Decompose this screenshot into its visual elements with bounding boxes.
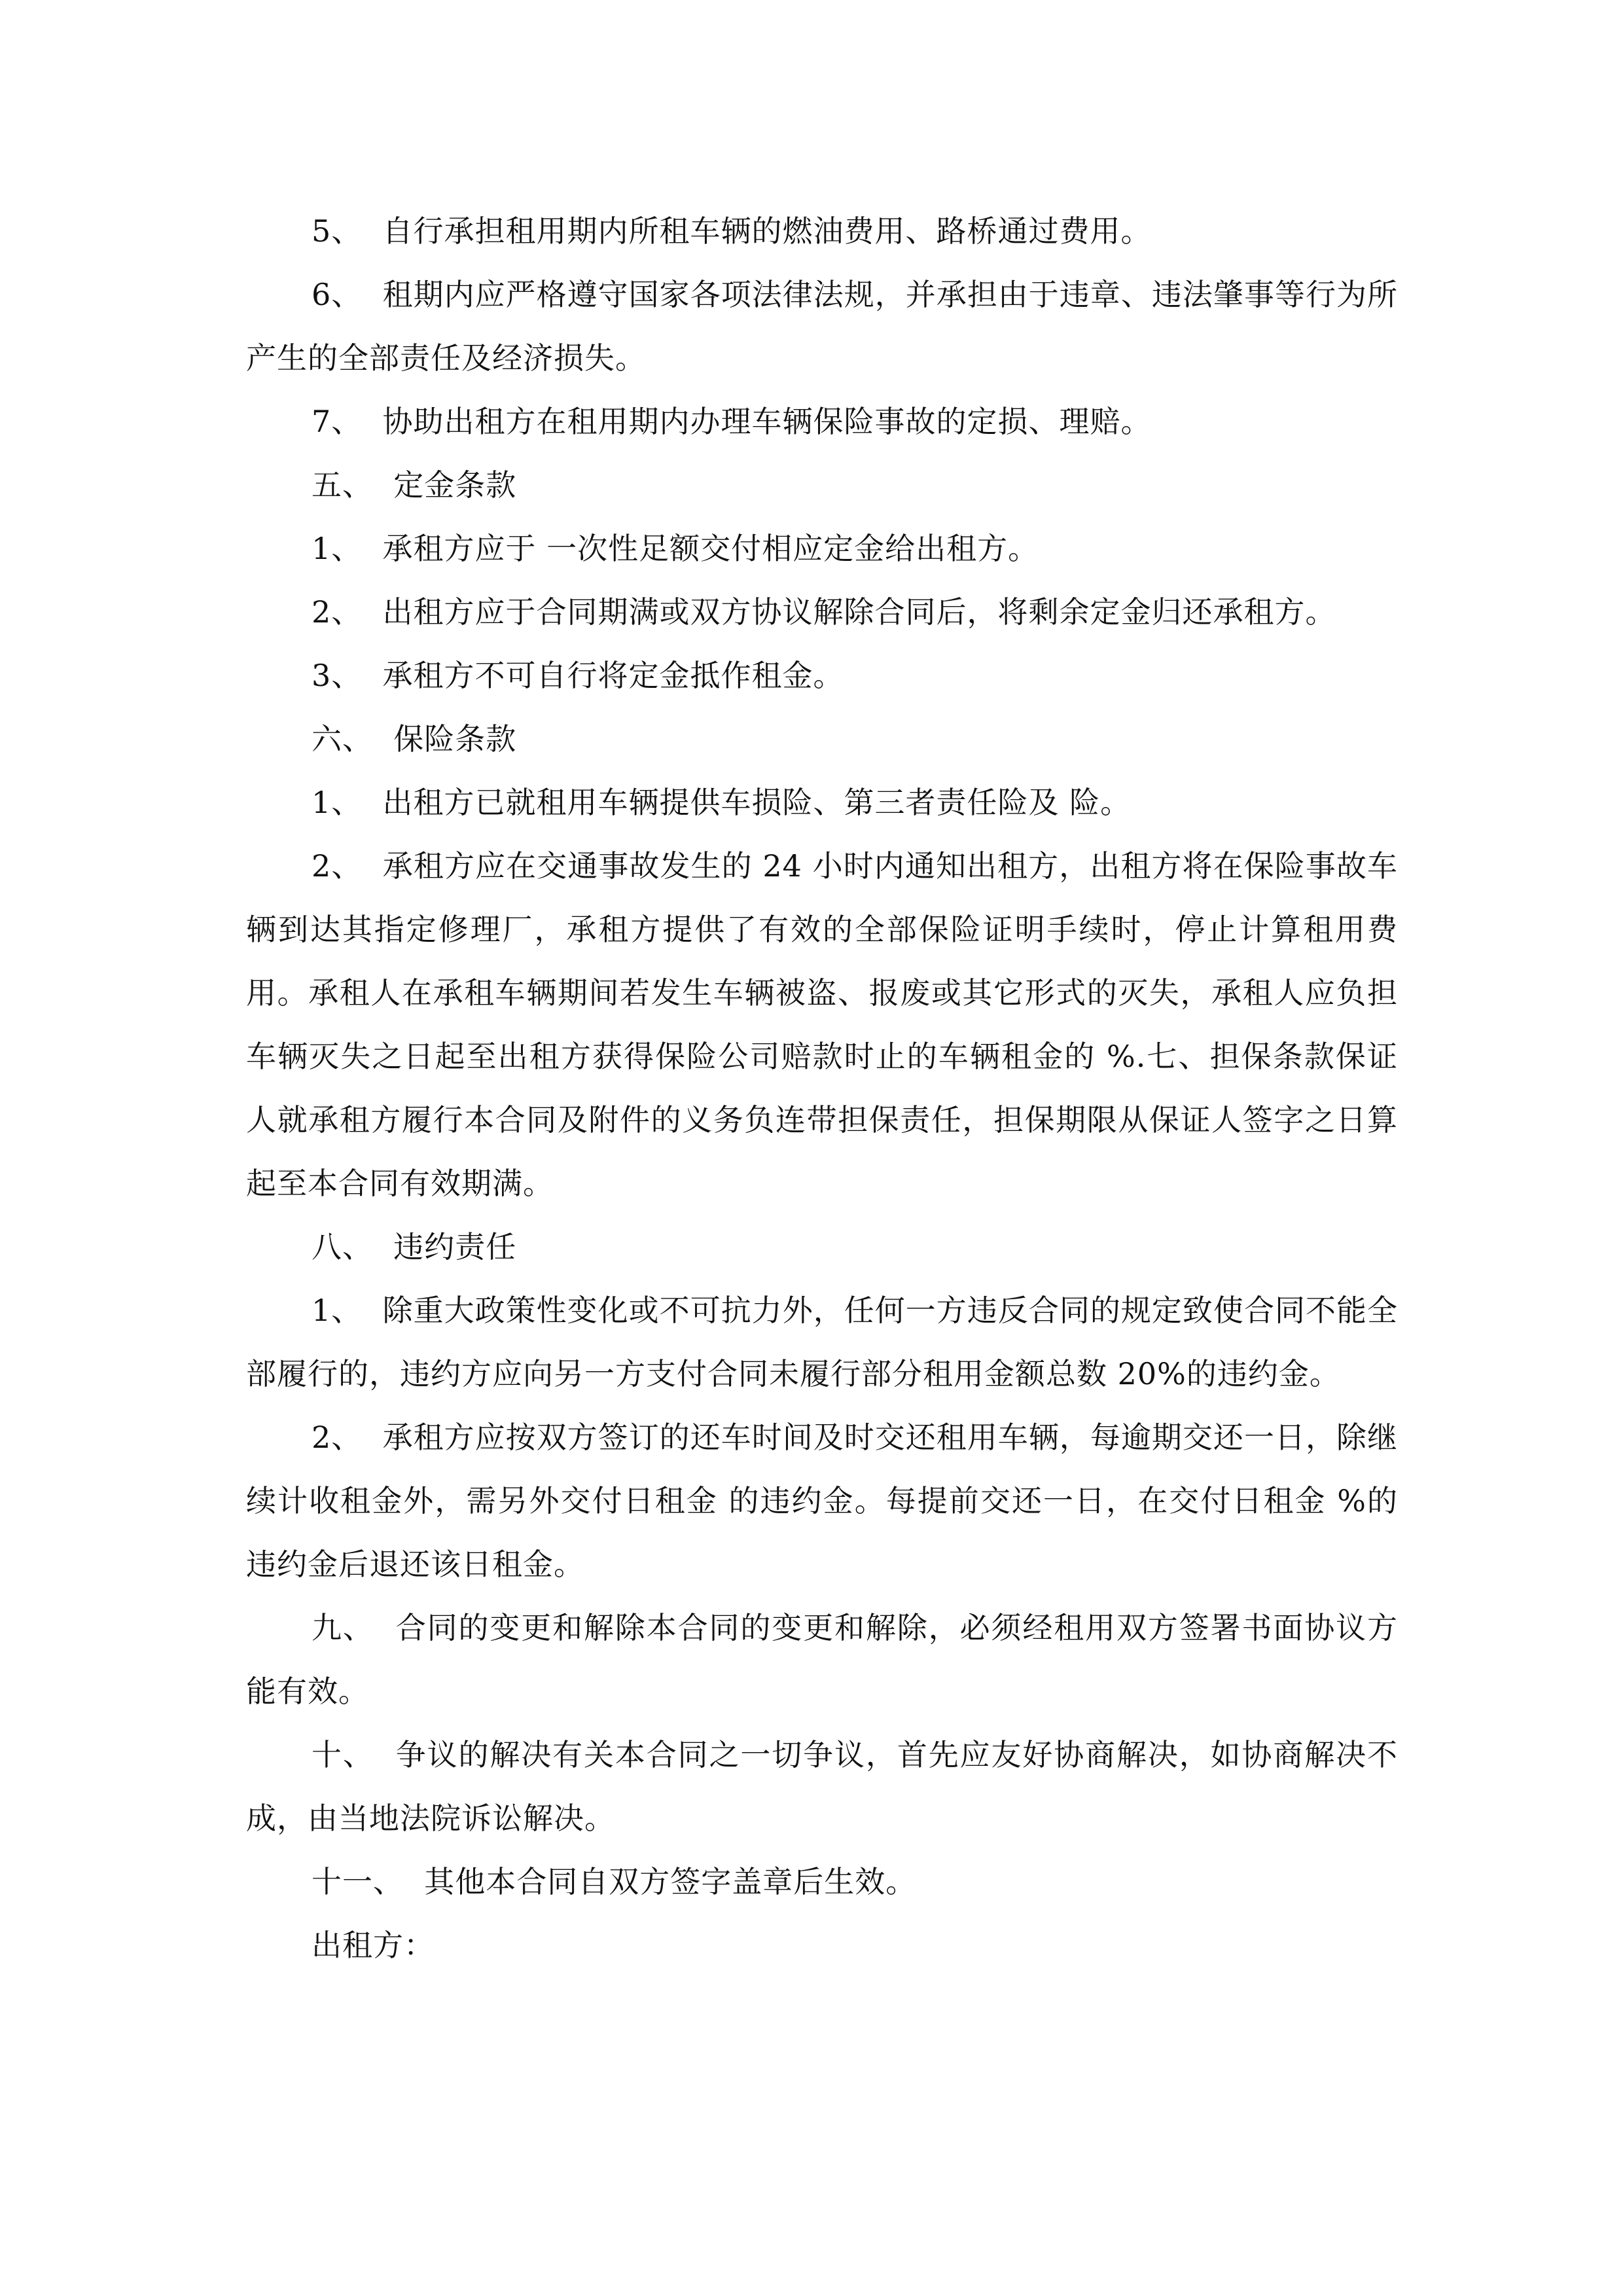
section-11-other: 十一、 其他本合同自双方签字盖章后生效。 [312,1864,917,1899]
clause-5-fuel-tolls: 5、 自行承担租用期内所租车辆的燃油费用、路桥通过费用。 [312,213,1152,249]
clause-7-insurance-claims: 7、 协助出租方在租用期内办理车辆保险事故的定损、理赔。 [312,404,1152,439]
breach-clause-2: 2、 承租方应按双方签订的还车时间及时交还租用车辆，每逾期交还一日，除继续计收租金外，需另外交付日租金 的违约金。每提前交还一日，在交付日租金 %的违约金后退还该日租金。 [246,1420,1398,1582]
insurance-clause-2: 2、 承租方应在交通事故发生的 24 小时内通知出租方，出租方将在保险事故车辆到达其指定修理厂，承租方提供了有效的全部保险证明手续时，停止计算租用费用。承租人在承租车辆期间若发生车辆被盗、报废或其它形式的灭失，承租人应负担车辆灭失之日起至出租方获得保险公司赔款时止的车辆租金的 %.七、担保条款保证人就承租方履行本合同及附件的义务负连带担保责任，担保期限从保证人签字之日算起至本合同有效期满。 [246,848,1398,1201]
section-8-breach-heading: 八、 违约责任 [312,1229,517,1265]
document-body [246,200,1398,1977]
clause-6-obey-laws: 6、 租期内应严格遵守国家各项法律法规，并承担由于违章、违法肇事等行为所产生的全部责任及经济损失。 [246,277,1398,376]
insurance-clause-1: 1、 出租方已就租用车辆提供车损险、第三者责任险及 险。 [312,785,1132,820]
section-10-disputes: 十、 争议的解决有关本合同之一切争议，首先应友好协商解决，如协商解决不成，由当地法院诉讼解决。 [246,1737,1398,1836]
deposit-clause-1: 1、 承租方应于 一次性足额交付相应定金给出租方。 [312,531,1039,566]
section-9-amendment: 九、 合同的变更和解除本合同的变更和解除，必须经租用双方签署书面协议方能有效。 [246,1610,1398,1709]
section-6-insurance-heading: 六、 保险条款 [312,721,517,757]
deposit-clause-2: 2、 出租方应于合同期满或双方协议解除合同后，将剩余定金归还承租方。 [312,594,1336,630]
deposit-clause-3: 3、 承租方不可自行将定金抵作租金。 [312,658,844,693]
section-5-deposit-heading: 五、 定金条款 [312,467,517,503]
lessor-signature-label: 出租方： [312,1928,435,1963]
breach-clause-1: 1、 除重大政策性变化或不可抗力外，任何一方违反合同的规定致使合同不能全部履行的，违约方应向另一方支付合同未履行部分租用金额总数 20%的违约金。 [246,1293,1398,1391]
